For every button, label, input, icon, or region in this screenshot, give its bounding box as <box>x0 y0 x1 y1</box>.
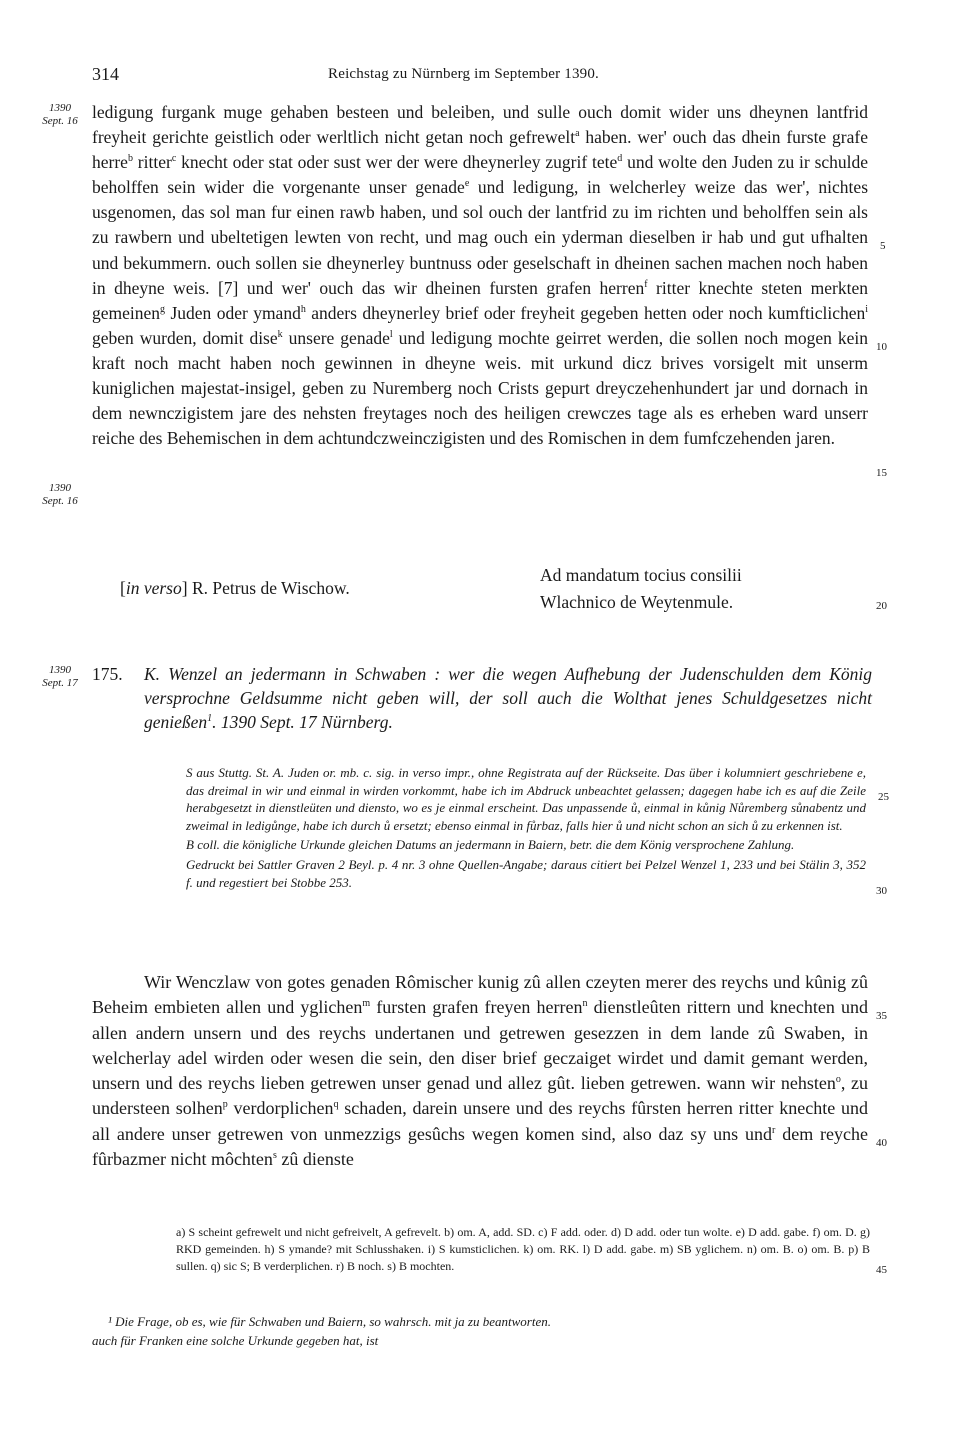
line-number: 30 <box>876 885 887 897</box>
source-note: S aus Stuttg. St. A. Juden or. mb. c. sig. in verso impr., ohne Registrata auf der Rückseite. Das über i kolumniert geschriebene e, das dreimal in wir und einmal in wirden vorkommt, habe ich im Abdruck unbeachtet gelassen; dagegen habe ich es auf die Zeile herabgesetzt in dienstleüten und diensto, wo es je einmal erscheint. Das unpassende ů, einmal in kůnig Nůremberg sůnabentz und zweimal in ledigůnge, habe ich durch ů ersetzt; ebenso einmal in fůrbaz, falls hier ů und nicht schon an sich ů zu erkennen ist. <box>186 765 866 833</box>
charter-paragraph: Wir Wenczlaw von gotes genaden Rômischer kunig zû allen czeyten merer des reychs und kûnig zû Beheim embieten allen und yglichen$^m$ fursten grafen freyen herren$^n$ dienstleûten rittern und knechten und allen andern unsern und des reychs undertanen und getrewen gesezzen in dem lande zû Swaben, in welcherlay adel wirden oder wesen die sein, den diser brief geczaiget wirdet und damit gemant werden, unsern und des reychs lieben getrewen unser genad und allez gût. lieben getrewen. wann wir nehsten$^o$, zu understeen solhen$^p$ verdorplichen$^q$ schaden, darein unsere und des reychs fûrsten herren ritter knechte und all andere unser getrewen von unmezzigs gesûchs wegen komen sind, also daz sy uns und$^r$ dem reyche fûrbazmer nicht môchten$^s$ zû dienste <box>92 972 869 1170</box>
line-number: 40 <box>876 1137 887 1149</box>
document-number: 175. <box>92 664 123 684</box>
footnote: ¹ Die Frage, ob es, wie für Schwaben und Baiern, so wahrsch. mit ja zu beantworten. auch für Franken eine solche Urkunde gegeben hat, ist <box>92 1314 551 1348</box>
charter-text-175 <box>92 970 868 1172</box>
source-notes <box>186 764 866 893</box>
line-number: 25 <box>878 791 889 803</box>
margin-date: 1390 Sept. 16 <box>42 482 78 507</box>
line-number: 20 <box>876 600 887 612</box>
line-number: 5 <box>880 240 886 252</box>
source-note: Gedruckt bei Sattler Graven 2 Beyl. p. 4 nr. 3 ohne Quellen-Angabe; daraus citiert bei Pelzel Wenzel 1, 233 und bei Stälin 3, 352 f. und regestiert bei Stobbe 253. <box>186 856 866 890</box>
margin-date: 1390 Sept. 16 <box>42 102 78 127</box>
source-note: B coll. die königliche Urkunde gleichen Datums an jedermann in Baiern, betr. die dem König versprochene Zahlung. <box>186 837 795 853</box>
signature-left: [in verso] R. Petrus de Wischow. <box>120 578 350 598</box>
charter-paragraph: ledigung furgank muge gehaben besteen und beleiben, und sulle ouch domit wider uns dheynen lantfrid freyheit gerichte geistlich oder werltlich nicht getan noch gefrewelt$^a$ haben. wer' ouch das dhein furste grafe herre$^b$ ritter$^c$ knecht oder stat oder sust wer der were dheynerley zugrif tete$^d$ und wolte den Juden zu ir schulde beholffen sein wider die vorgenante unser genade$^e$ und ledigung, in welcherley weize das wer', nichtes usgenomen, das sol man fur einen rawb haben, und sol ouch der lantfrid zu im richten und beholffen sein als zu rawbern und ubeltetigen lewten von recht, und mag ouch ein yderman dieselben ir hab und gut ufhalten und bekummern. ouch sollen sie dheynerley buntnuss oder geselschaft in dheinen sachen machen noch haben in dheyne weis. [7] und wer' ouch das wir dheinen fursten grafen herren$^f$ ritter knechte steten merkten gemeinen$^g$ Juden oder ymand$^h$ anders dheynerley brief oder freyheit gegeben hetten oder noch kumfticlichen$^i$ geben wurden, domit dise$^k$ unsere genade$^l$ und ledigung mochte geirret werden, die sollen noch mogen kein kraft noch macht haben noch gewinnen in dheyne weis. mit urkund dicz brives vorsigelt mit unserm kuniglichen majestat-insigel, geben zu Nuremberg noch Crists gepurt dreyczehenhundert jar und dornach in dem newnczigistem jare des nehsten freytages noch des heiligen crewczes tage als es erheben ward unserr reiche des Behemischen in dem achtundczweinczigisten und des Romischen in dem fumfczehenden jaren. <box>92 102 869 449</box>
charter-text <box>92 100 868 451</box>
line-number: 35 <box>876 1010 887 1022</box>
document-title: K. Wenzel an jedermann in Schwaben : wer die wegen Aufhebung der Judenschulden dem König versprochne Geldsumme nicht geben will, der soll auch die Wolthat jenes Schuldgesetzes nicht genießen$^1$. 1390 Sept. 17 Nürnberg. <box>144 664 872 732</box>
line-number: 10 <box>876 341 887 353</box>
page-header <box>92 64 882 88</box>
signatures <box>120 562 860 622</box>
critical-apparatus: a) S scheint gefrewelt und nicht gefreivelt, A gefrevelt. b) om. A, add. SD. c) F add. oder. d) D add. oder tun wolte. e) D add. gabe. f) om. D. g) RKD gemeinden. h) S ymande? mit Schlusshaken. i) S kumsticlichen. k) om. RK. l) D add. gabe. m) SB yglichem. n) om. B. o) om. B. p) B sullen. q) sic S; B verderplichen. r) B noch. s) B mochten. <box>176 1225 870 1273</box>
running-title: Reichstag zu Nürnberg im September 1390. <box>328 66 599 82</box>
page-number: 314 <box>92 64 119 84</box>
line-number: 15 <box>876 467 887 479</box>
line-number: 45 <box>876 1264 887 1276</box>
margin-date: 1390 Sept. 17 <box>42 664 78 689</box>
signature-right: Ad mandatum tocius consilii Wlachnico de Weytenmule. <box>540 565 742 612</box>
